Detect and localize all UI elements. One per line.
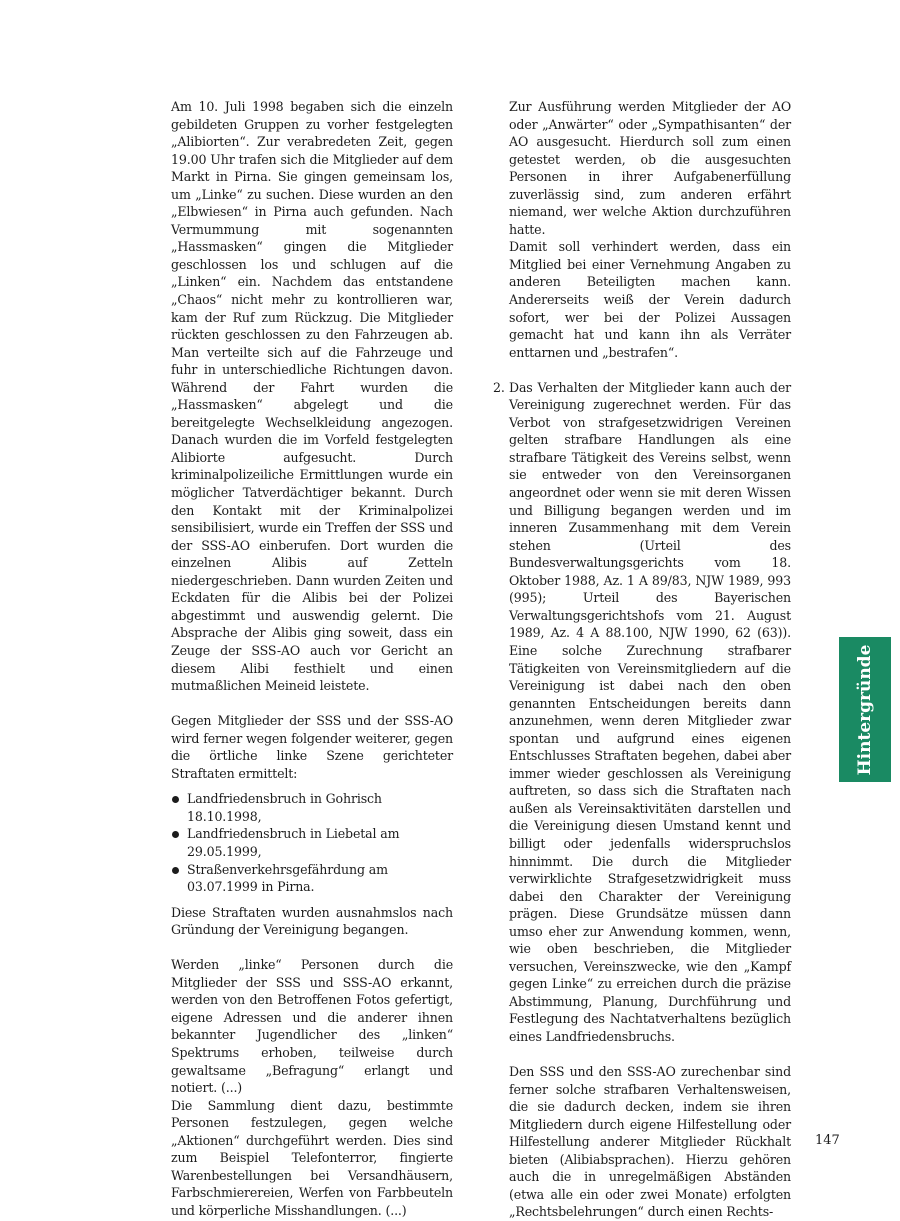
item-2-paragraph-1: Das Verhalten der Mitglieder kann auch der Vereinigung zugerechnet werden. Für das Verbot von strafgesetzwidrigen Vereinen gelten strafbare Handlungen als eine strafbare Tätigkeit des Vereins selbst, wenn sie entweder von den Vereinsorganen angeordnet oder wenn sie mit deren Wissen und Billigung begangen werden und im inneren Zusammenhang mit dem Verein stehen (Urteil des Bundesverwaltungsgerichts vom 18. Oktober 1988, Az. 1 A 89/83, NJW 1989, 993 (995); Urteil des Bayerischen Verwaltungsgerichtshofs vom 21. August 1989, Az. 4 A 88.100, NJW 1990, 62 (63)). Eine solche Zurechnung strafbarer Tätigkeiten von Vereinsmitgliedern auf die Vereinigung ist dabei nach den oben genannten Entscheidungen bereits dann anzunehmen, wenn deren Mitglieder zwar spontan und aufgrund eines eigenen Entschlusses Straftaten begehen, dabei aber immer wieder geschlossen als Vereinigung auftreten, so dass sich die Straftaten nach außen als Vereinsaktivitäten darstellen und die Vereinigung diesen Umstand kennt und billigt oder jedenfalls widerspruchslos hinnimmt. Die durch die Mitglieder verwirklichte Strafgesetzwidrigkeit muss dabei den Charakter der Vereinigung prägen. Diese Grundsätze müssen dann umso eher zur Anwendung kommen, wenn, wie oben beschrieben, die Mitglieder versuchen, Vereinszwecke, wie den „Kampf gegen Linke“ zu erreichen durch die präzise Abstimmung, Planung, Durchführung und Festlegung des Nachtatverhaltens bezüglich eines Landfriedensbruchs. [509,379,791,1044]
list-item: Straßenverkehrsgefährdung am 03.07.1999 in Pirna. [171,861,453,896]
side-tab-label: Hintergründe [855,644,875,775]
right-paragraph-2: Damit soll verhindert werden, dass ein Mitglied bei einer Vernehmung Angaben zu anderen Beteiligten machen kann. Andererseits weiß der Verein dadurch sofort, wer bei der Polizei Aussagen gemacht hat und kann ihn als Verräter enttarnen und „bestrafen“. [509,239,791,360]
page-number: 147 [815,1133,840,1148]
item-2-paragraph-2: Den SSS und den SSS-AO zurechenbar sind ferner solche strafbaren Verhaltensweisen, die sie dadurch decken, indem sie ihren Mitgliedern durch eigene Hilfestellung oder Hilfestellung anderer Mitglieder Rückhalt bieten (Alibiabsprachen). Hierzu gehören auch die in unregelmäßigen Abständen (etwa alle ein oder zwei Monate) erfolgten „Rechtsbelehrungen“ durch einen Rechts- [509,1064,791,1220]
numbered-item-2 [493,379,791,1221]
left-paragraph-4: Werden „linke“ Personen durch die Mitglieder der SSS und SSS-AO erkannt, werden von den Betroffenen Fotos gefertigt, eigene Adressen und die anderer ihnen bekannter Jugendlicher des „linken“ Spektrums erhoben, teilweise durch gewaltsame „Befragung“ erlangt und notiert. (...) [171,957,453,1096]
left-paragraph-3: Diese Straftaten wurden ausnahmslos nach Gründung der Vereinigung begangen. [171,904,453,938]
left-paragraph-2: Gegen Mitglieder der SSS und der SSS-AO wird ferner wegen folgender weiterer, gegen die örtliche linke Szene gerichteter Straftaten ermittelt: [171,713,453,781]
left-column [171,98,453,1219]
right-paragraph-1: Zur Ausführung werden Mitglieder der AO oder „Anwärter“ oder „Sympathisanten“ der AO ausgesucht. Hierdurch soll zum einen getestet werden, ob die ausgesuchten Personen in ihrer Aufgabenerfüllung zuverlässig sind, zum anderen erfährt niemand, wer welche Aktion durchzuführen hatte. [509,99,791,237]
left-paragraph-1: Am 10. Juli 1998 begaben sich die einzeln gebildeten Gruppen zu vorher festgelegten „Alibiorten“. Zur verabredeten Zeit, gegen 19.00 Uhr trafen sich die Mitglieder auf dem Markt in Pirna. Sie gingen gemeinsam los, um „Linke“ zu suchen. Diese wurden an den „Elbwiesen“ in Pirna auch gefunden. Nach Vermummung mit sogenannten „Hassmasken“ gingen die Mitglieder geschlossen los und schlugen auf die „Linken“ ein. Nachdem das entstandene „Chaos“ nicht mehr zu kontrollieren war, kam der Ruf zum Rückzug. Die Mitglieder rückten geschlossen zu den Fahrzeugen ab. Man verteilte sich auf die Fahrzeuge und fuhr in unterschiedliche Richtungen davon. Während der Fahrt wurden die „Hassmasken“ abgelegt und die bereitgelegte Wechselkleidung angezogen. Danach wurden die im Vorfeld festgelegten Alibiorte aufgesucht. Durch kriminalpolizeiliche Ermittlungen wurde ein möglicher Tatverdächtiger bekannt. Durch den Kontakt mit der Kriminalpolizei sensibilisiert, wurde ein Treffen der SSS und der SSS-AO einberufen. Dort wurden die einzelnen Alibis auf Zetteln niedergeschrieben. Dann wurden Zeiten und Eckdaten für die Alibis bei der Polizei abgestimmt und auswendig gelernt. Die Absprache der Alibis ging soweit, dass ein Zeuge der SSS-AO auch vor Gericht an diesem Alibi festhielt und einen mutmaßlichen Meineid leistete. [171,99,453,694]
right-column [493,98,791,1221]
item-number: 2. [493,379,505,395]
section-side-tab [839,637,891,782]
left-paragraph-5: Die Sammlung dient dazu, bestimmte Personen festzulegen, gegen welche „Aktionen“ durchgeführt werden. Dies sind zum Beispiel Telefonterror, fingierte Warenbestellungen bei Versandhäusern, Farbschmierereien, Werfen von Farbbeuteln und körperliche Misshandlungen. (...) [171,1097,453,1218]
offense-list [171,790,453,895]
list-item: Landfriedensbruch in Gohrisch 18.10.1998, [171,790,453,825]
list-item: Landfriedensbruch in Liebetal am 29.05.1999, [171,825,453,860]
